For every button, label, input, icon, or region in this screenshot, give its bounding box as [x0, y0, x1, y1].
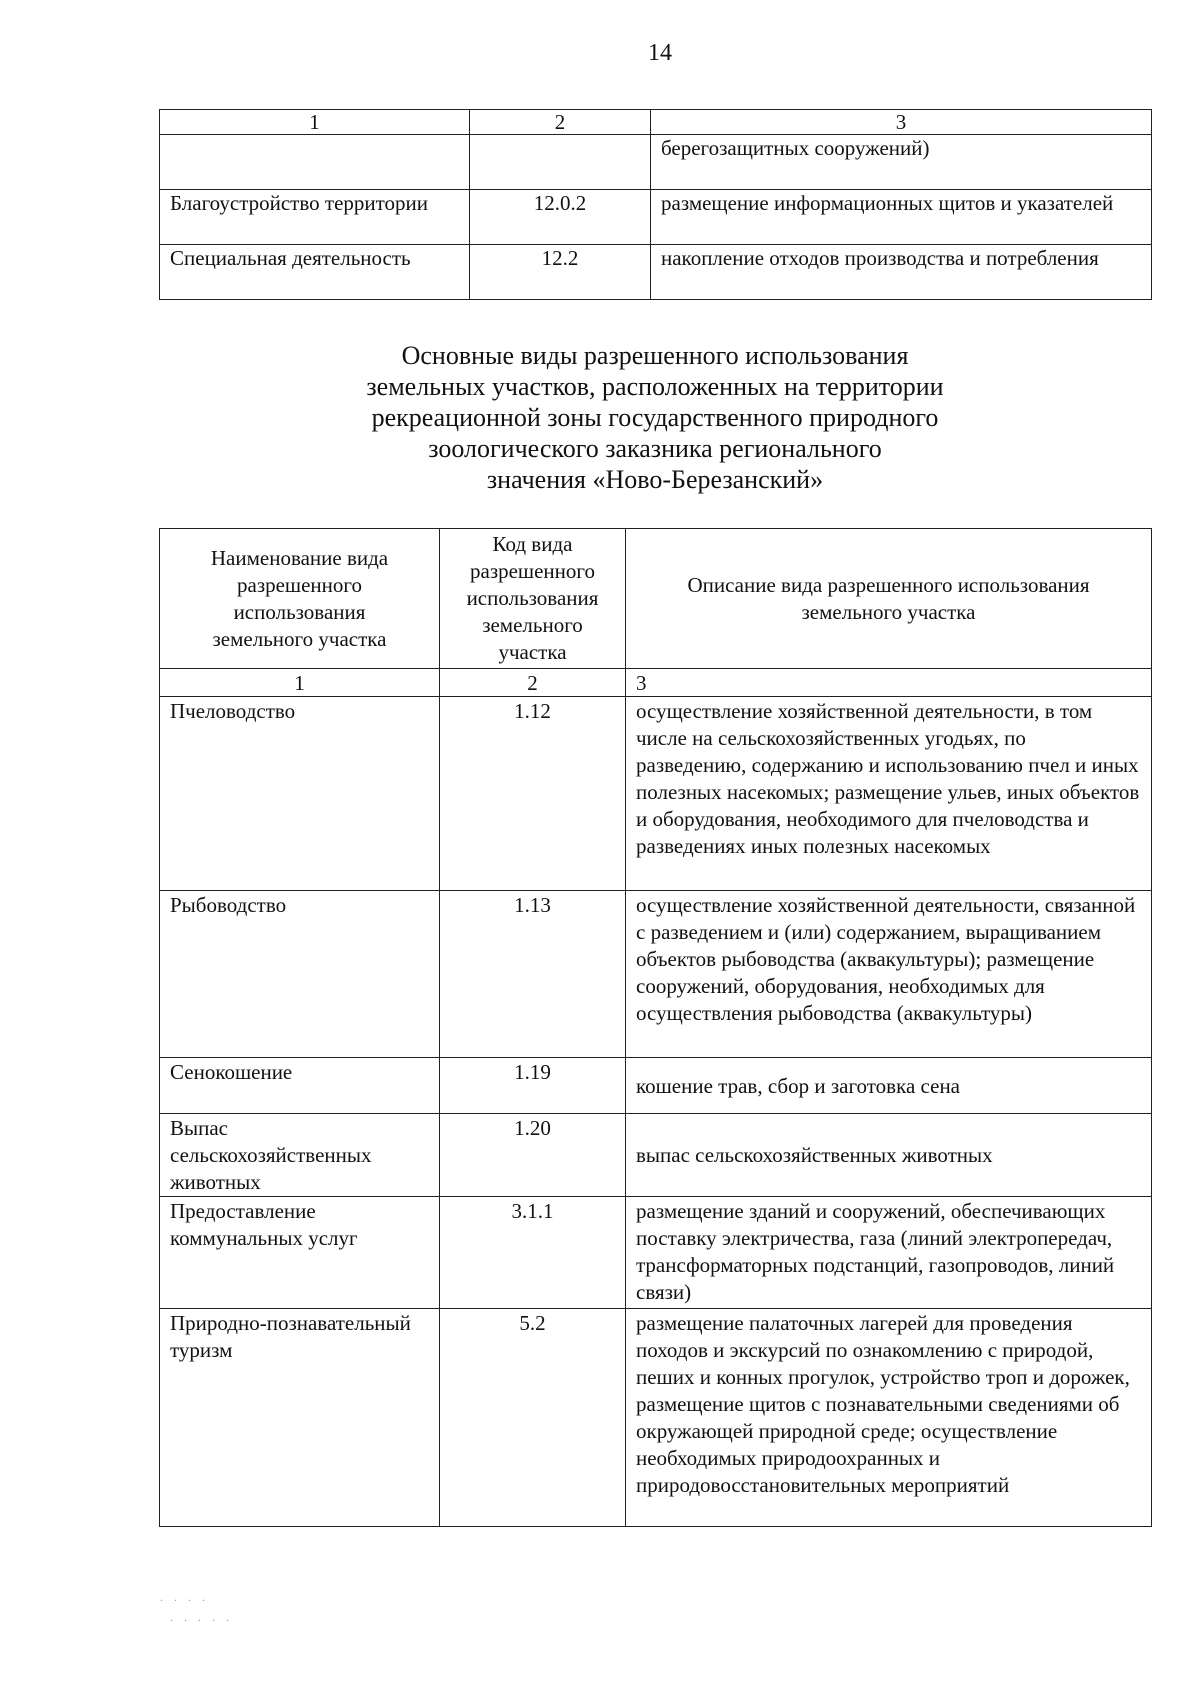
row-description: размещение палаточных лагерей для проведения походов и экскурсий по ознакомлению с природой, пеших и конных прогулок, устройство троп и дорожек, размещение щитов с познавательными сведениями об окружающей природной среде; осуществление необходимых природоохранных и природовосстановительных мероприятий	[626, 1309, 1152, 1527]
row-name: Природно-познавательный туризм	[160, 1309, 440, 1527]
row-code: 1.19	[440, 1058, 626, 1114]
row-code: 1.20	[440, 1114, 626, 1197]
row-code: 5.2	[440, 1309, 626, 1527]
header-description: Описание вида разрешенного использования земельного участка	[626, 529, 1152, 669]
table-row	[160, 1114, 1152, 1197]
table-header-row	[160, 529, 1152, 669]
column-number: 1	[160, 110, 470, 135]
row-description: берегозащитных сооружений)	[651, 135, 1152, 190]
row-name: Специальная деятельность	[160, 245, 470, 300]
table-row	[160, 190, 1152, 245]
row-description: осуществление хозяйственной деятельности, в том числе на сельскохозяйственных угодьях, по разведению, содержанию и использованию пчел и иных полезных насекомых; размещение ульев, иных объектов и оборудования, необходимого для пчеловодства и разведениях иных полезных насекомых	[626, 697, 1152, 891]
scan-artifact: . . . .	[160, 1590, 209, 1604]
row-name: Сенокошение	[160, 1058, 440, 1114]
scan-artifact: . . . . .	[170, 1610, 233, 1624]
table-row	[160, 697, 1152, 891]
row-name: Выпас сельскохозяйственных животных	[160, 1114, 440, 1197]
row-name: Благоустройство территории	[160, 190, 470, 245]
row-description: размещение зданий и сооружений, обеспечивающих поставку электричества, газа (линий электропередач, трансформаторных подстанций, газопроводов, линий связи)	[626, 1197, 1152, 1309]
row-name	[160, 135, 470, 190]
row-code	[470, 135, 651, 190]
section-heading	[0, 340, 1200, 495]
table-row	[160, 1058, 1152, 1114]
row-code: 12.0.2	[470, 190, 651, 245]
table-row	[160, 891, 1152, 1058]
page-number: 14	[648, 40, 672, 66]
row-description: осуществление хозяйственной деятельности, связанной с разведением и (или) содержанием, выращиванием объектов рыбоводства (аквакультуры); размещение сооружений, оборудования, необходимых для осуществления рыбоводства (аквакультуры)	[626, 891, 1152, 1058]
continuation-table	[159, 109, 1152, 300]
row-description: накопление отходов производства и потребления	[651, 245, 1152, 300]
header-code: Код вида разрешенного использования земельного участка	[440, 529, 626, 669]
heading-line: значения «Ново-Березанский»	[486, 465, 824, 494]
table-row	[160, 1309, 1152, 1527]
continuation-table-header-row	[160, 110, 1152, 135]
row-name: Предоставление коммунальных услуг	[160, 1197, 440, 1309]
row-code: 1.13	[440, 891, 626, 1058]
header-name: Наименование вида разрешенного использования земельного участка	[160, 529, 440, 669]
table-row	[160, 135, 1152, 190]
row-name: Пчеловодство	[160, 697, 440, 891]
heading-line: зоологического заказника регионального	[428, 434, 882, 463]
table-row	[160, 245, 1152, 300]
heading-line: рекреационной зоны государственного природного	[371, 403, 939, 432]
row-description: выпас сельскохозяйственных животных	[626, 1114, 1152, 1197]
column-number: 2	[470, 110, 651, 135]
row-description: кошение трав, сбор и заготовка сена	[626, 1058, 1152, 1114]
column-number: 3	[626, 669, 1152, 697]
heading-line: Основные виды разрешенного использования	[401, 341, 909, 370]
row-description: размещение информационных щитов и указателей	[651, 190, 1152, 245]
row-code: 12.2	[470, 245, 651, 300]
heading-line: земельных участков, расположенных на территории	[366, 372, 944, 401]
column-number: 3	[651, 110, 1152, 135]
land-use-table	[159, 528, 1152, 1527]
column-number: 2	[440, 669, 626, 697]
table-row	[160, 1197, 1152, 1309]
row-code: 3.1.1	[440, 1197, 626, 1309]
column-number-row	[160, 669, 1152, 697]
column-number: 1	[160, 669, 440, 697]
row-name: Рыбоводство	[160, 891, 440, 1058]
row-code: 1.12	[440, 697, 626, 891]
